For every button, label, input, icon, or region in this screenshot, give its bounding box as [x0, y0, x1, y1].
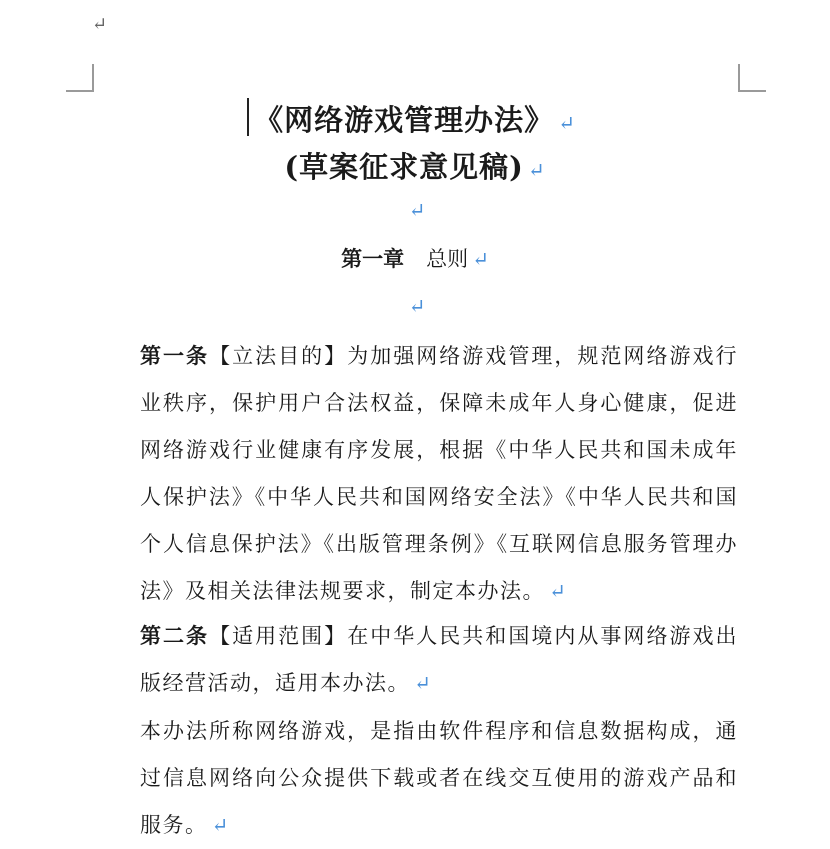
empty-paragraph[interactable]: [0, 198, 830, 222]
paragraph-text: 本办法所称网络游戏，是指由软件程序和信息数据构成，通过信息网络向公众提供下载或者在线交互使用的游戏产品和服务。: [140, 719, 738, 837]
paragraph-mark-icon: ↵: [408, 198, 426, 222]
document-subtitle[interactable]: [0, 145, 830, 186]
chapter-number: 第一章: [341, 246, 405, 271]
paragraph-mark-icon: ↵: [211, 813, 230, 837]
subtitle-text: (草案征求意见稿): [284, 150, 524, 184]
article-paragraph[interactable]: [94, 332, 738, 615]
paragraph-mark-icon: ↵: [408, 294, 426, 318]
article-paragraph[interactable]: [94, 612, 738, 707]
body-paragraph[interactable]: [94, 708, 738, 849]
chapter-heading[interactable]: [0, 243, 830, 273]
paragraph-mark-icon: ↵: [527, 158, 546, 182]
crop-mark-top-right: [738, 64, 766, 92]
paragraph-mark-icon: ↵: [549, 579, 568, 603]
top-paragraph-mark: ↵: [92, 14, 108, 35]
paragraph-mark-icon: ↵: [414, 671, 433, 695]
crop-mark-top-left: [66, 64, 94, 92]
article-label: 第一条: [140, 343, 210, 368]
paragraph-mark-icon: ↵: [472, 247, 489, 271]
empty-paragraph[interactable]: [0, 294, 830, 318]
article-text: 为加强网络游戏管理，规范网络游戏行业秩序，保护用户合法权益，保障未成年人身心健康，促进网络游戏行业健康有序发展，根据《中华人民共和国未成年人保护法》《中华人民共和国网络安全法》《中华人民共和国个人信息保护法》《出版管理条例》《互联网信息服务管理办法》及相关法律法规要求，制定本办法。: [140, 344, 739, 603]
chapter-title: 总则: [426, 247, 469, 271]
article-label: 第二条: [140, 623, 210, 648]
article-text: 在中华人民共和国境内从事网络游戏出版经营活动，适用本办法。: [140, 624, 739, 695]
article-topic: 【立法目的】: [209, 344, 348, 368]
article-topic: 【适用范围】: [209, 624, 348, 648]
title-text: 《网络游戏管理办法》: [254, 103, 555, 137]
document-title[interactable]: [0, 98, 830, 139]
paragraph-mark-icon: ↵: [558, 111, 576, 135]
